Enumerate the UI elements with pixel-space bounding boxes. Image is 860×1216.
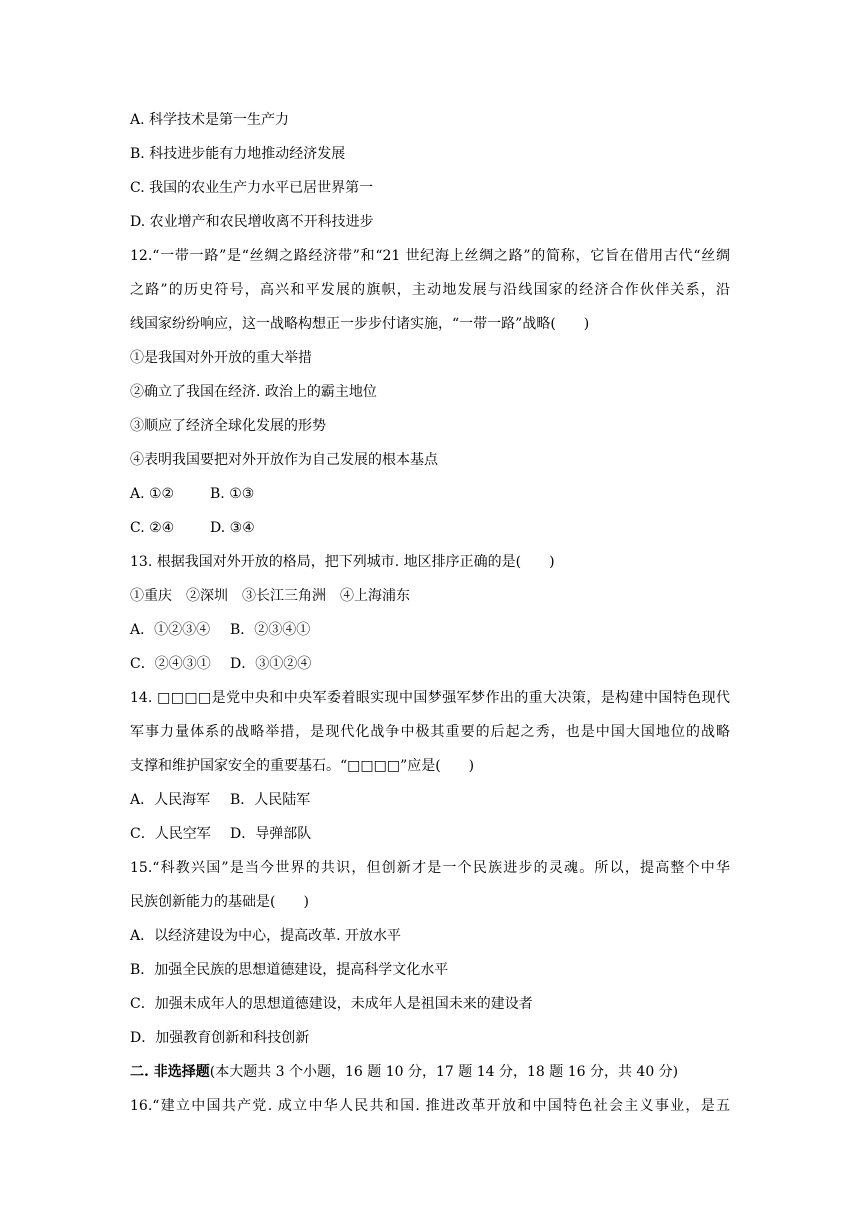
q12-item-3: ③顺应了经济全球化发展的形势 bbox=[130, 418, 326, 434]
section-2-note: (本大题共 3 个小题，16 题 10 分，17 题 14 分，18 题 16 分，共 40 分) bbox=[209, 1064, 679, 1080]
q11-option-c: C. 我国的农业生产力水平已居世界第一 bbox=[130, 180, 374, 196]
q12-options-row-2 bbox=[130, 518, 730, 538]
q15-option-d: D．加强教育创新和科技创新 bbox=[130, 1030, 310, 1046]
q12-option-c: C. ②④ bbox=[130, 520, 175, 536]
q13-options-row-2 bbox=[130, 654, 730, 674]
q11-option-a: A. 科学技术是第一生产力 bbox=[130, 112, 290, 128]
q12-item-1: ①是我国对外开放的重大举措 bbox=[130, 350, 312, 366]
q12-stem-line-1: 12.“一带一路”是“丝绸之路经济带”和“21 世纪海上丝绸之路”的简称，它旨在借用古代“丝绸 bbox=[130, 248, 730, 264]
q14-option-d: D．导弹部队 bbox=[230, 826, 312, 842]
q13-option-a: A．①②③④ bbox=[130, 622, 211, 638]
q14-stem-line-1: 14. □□□□是党中央和中央军委着眼实现中国梦强军梦作出的重大决策，是构建中国特色现代 bbox=[130, 690, 730, 706]
q15-option-a: A．以经济建设为中心，提高改革. 开放水平 bbox=[130, 928, 402, 944]
q14-stem-line-2: 军事力量体系的战略举措，是现代化战争中极其重要的后起之秀，也是中国大国地位的战略 bbox=[130, 724, 730, 740]
q15-option-b: B．加强全民族的思想道德建设，提高科学文化水平 bbox=[130, 962, 449, 978]
q15-stem-line-1: 15.“科教兴国”是当今世界的共识，但创新才是一个民族进步的灵魂。所以，提高整个中华 bbox=[130, 860, 730, 876]
q11-option-b: B. 科技进步能有力地推动经济发展 bbox=[130, 146, 346, 162]
q16-stem-line-1: 16.“建立中国共产党. 成立中华人民共和国. 推进改革开放和中国特色社会主义事业，是五 bbox=[130, 1098, 730, 1114]
q13-options-row-1 bbox=[130, 620, 730, 640]
q15-stem-line-2: 民族创新能力的基础是( ) bbox=[130, 894, 309, 910]
q12-stem-line-2: 之路”的历史符号，高兴和平发展的旗帜，主动地发展与沿线国家的经济合作伙伴关系，沿 bbox=[130, 282, 730, 298]
section-2-title: 二. 非选择题 bbox=[130, 1064, 210, 1080]
q14-options-row-2 bbox=[130, 824, 730, 844]
q11-option-d: D. 农业增产和农民增收离不开科技进步 bbox=[130, 214, 374, 230]
q14-option-a: A．人民海军 bbox=[130, 792, 211, 808]
q13-items: ①重庆 ②深圳 ③长江三角洲 ④上海浦东 bbox=[130, 588, 410, 604]
q13-option-d: D．③①②④ bbox=[230, 656, 312, 672]
section-2-heading bbox=[130, 1062, 730, 1082]
q12-item-2: ②确立了我国在经济. 政治上的霸主地位 bbox=[130, 384, 377, 400]
q12-option-b: B. ①③ bbox=[210, 486, 255, 502]
q14-options-row-1 bbox=[130, 790, 730, 810]
q13-option-b: B．②③④① bbox=[230, 622, 311, 638]
q14-option-c: C．人民空军 bbox=[130, 826, 211, 842]
q12-options-row-1 bbox=[130, 484, 730, 504]
q13-stem: 13. 根据我国对外开放的格局，把下列城市. 地区排序正确的是( ) bbox=[130, 554, 555, 570]
q14-stem-line-3: 支撑和维护国家安全的重要基石。“□□□□”应是( ) bbox=[130, 758, 475, 774]
q12-option-a: A. ①② bbox=[130, 486, 175, 502]
q12-option-d: D. ③④ bbox=[210, 520, 255, 536]
q15-option-c: C．加强未成年人的思想道德建设，未成年人是祖国未来的建设者 bbox=[130, 996, 533, 1012]
q13-option-c: C．②④③① bbox=[130, 656, 211, 672]
q12-item-4: ④表明我国要把对外开放作为自己发展的根本基点 bbox=[130, 452, 438, 468]
q12-stem-line-3: 线国家纷纷响应，这一战略构想正一步步付诸实施，“一带一路”战略( ) bbox=[130, 316, 590, 332]
q14-option-b: B．人民陆军 bbox=[230, 792, 311, 808]
